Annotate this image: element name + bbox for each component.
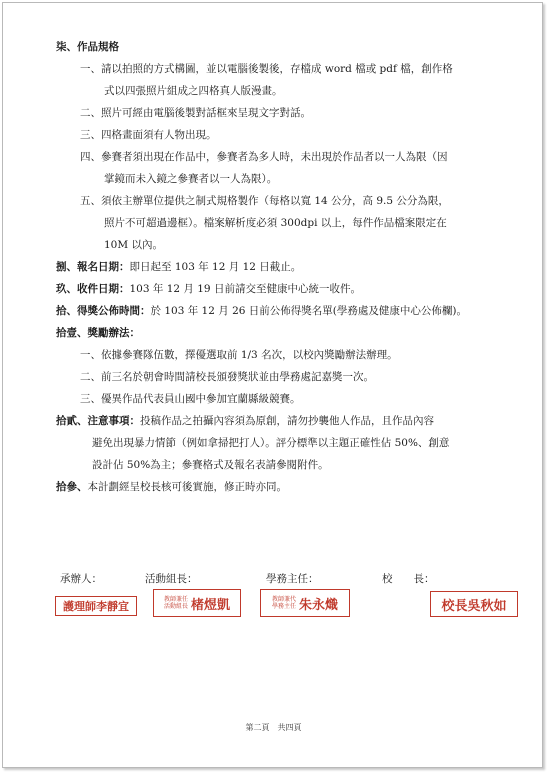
principal-seal xyxy=(430,591,518,617)
student-affairs-seal-name: 朱永熾 xyxy=(299,597,339,613)
student-affairs-seal-title: 教師兼代 學務主任 xyxy=(271,596,296,610)
section-7-item-3: 三、四格畫面須有人物出現。 xyxy=(80,129,217,141)
section-11-heading: 拾壹、獎勵辦法： xyxy=(56,327,140,339)
student-affairs-seal xyxy=(260,589,350,617)
activity-leader-seal xyxy=(153,589,241,617)
student-affairs-label: 學務主任： xyxy=(266,573,319,585)
section-11-item-3: 三、優異作品代表員山國中參加宜蘭縣級競賽。 xyxy=(80,393,301,405)
section-7-item-4-line-2: 掌鏡而未入鏡之參賽者以一人為限）。 xyxy=(104,173,278,185)
activity-leader-seal-title: 教師兼任 活動組長 xyxy=(163,596,188,610)
organizer-seal-text: 護理師李靜宜 xyxy=(63,600,129,613)
section-7-item-1-line-1: 一、請以拍照的方式構圖，並以電腦後製後，存檔成 word 檔或 pdf 檔，創作格 xyxy=(80,63,453,75)
section-7-item-4-line-1: 四、參賽者須出現在作品中，參賽者為多人時，未出現於作品者以一人為限（因 xyxy=(80,151,448,163)
activity-leader-seal-name: 楮煜凱 xyxy=(191,597,231,613)
section-7-item-5-line-1: 五、須依主辦單位提供之制式規格製作（每格以寬 14 公分，高 9.5 公分為限， xyxy=(80,195,449,207)
section-7-item-2: 二、照片可經由電腦後製對話框來呈現文字對話。 xyxy=(80,107,311,119)
section-10-text: 於 103 年 12 月 26 日前公佈得獎名單(學務處及健康中心公佈欄)。 xyxy=(150,305,467,317)
section-12-line-1: 投稿作品之拍攝內容須為原創，請勿抄襲他人作品，且作品內容 xyxy=(140,415,434,427)
principal-seal-text: 校長吳秋如 xyxy=(441,598,507,614)
section-13 xyxy=(56,476,287,498)
section-9-text: 103 年 12 月 19 日前請交至健康中心統一收件。 xyxy=(129,283,361,295)
section-8 xyxy=(56,256,301,278)
section-8-text: 即日起至 103 年 12 月 12 日截止。 xyxy=(129,261,302,273)
section-12-line-2: 避免出現暴力情節（例如拿掃把打人）。評分標準以主題正確性佔 50%、創意 xyxy=(92,437,450,449)
section-12-heading: 拾貳、注意事項： xyxy=(56,415,140,427)
section-7-item-5-line-2: 照片不可超過邊框）。檔案解析度必須 300dpi 以上，每件作品檔案限定在 xyxy=(104,217,447,229)
section-8-heading: 捌、報名日期： xyxy=(56,261,130,273)
section-13-text: 本計劃經呈校長核可後實施，修正時亦同。 xyxy=(87,481,287,493)
section-10-heading: 拾、得獎公佈時間： xyxy=(56,305,151,317)
section-9-heading: 玖、收件日期： xyxy=(56,283,130,295)
organizer-seal xyxy=(55,596,137,616)
section-7-item-1-line-2: 式以四張照片組成之四格真人版漫畫。 xyxy=(104,85,283,97)
page-number: 第二頁 共四頁 xyxy=(245,723,302,732)
section-11-item-1: 一、依據參賽隊伍數，擇優選取前 1/3 名次，以校內獎勵辦法辦理。 xyxy=(80,349,398,361)
section-11-item-2: 二、前三名於朝會時間請校長頒發獎狀並由學務處記嘉獎一次。 xyxy=(80,371,374,383)
section-12 xyxy=(56,410,434,432)
section-9 xyxy=(56,278,361,300)
section-12-line-3: 設計佔 50%為主；參賽格式及報名表請參閱附件。 xyxy=(92,459,329,471)
organizer-label: 承辦人： xyxy=(60,573,102,585)
section-7-item-5-line-3: 10M 以內。 xyxy=(104,239,163,251)
section-10 xyxy=(56,300,467,322)
section-7-heading: 柒、作品規格 xyxy=(56,41,119,53)
section-13-heading: 拾參、 xyxy=(56,481,88,493)
principal-label: 校 長： xyxy=(382,573,435,585)
activity-leader-label: 活動組長： xyxy=(145,573,198,585)
